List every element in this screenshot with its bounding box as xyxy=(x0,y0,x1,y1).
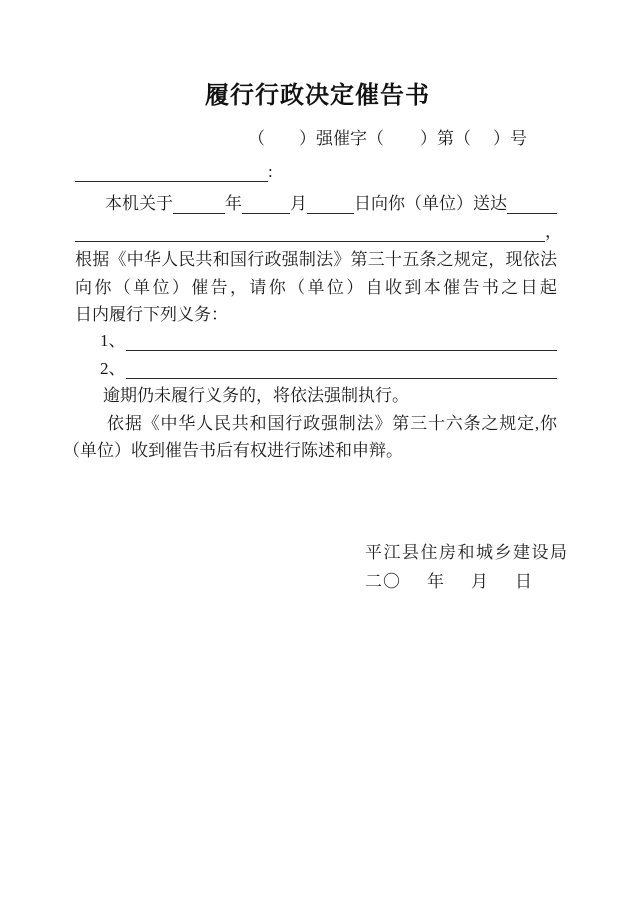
signature-date-line xyxy=(365,572,533,592)
item-1-number: 1、 xyxy=(100,331,126,350)
comma-after-blank: ， xyxy=(545,222,562,241)
document-name-blank-continuation xyxy=(75,241,545,242)
reference-segment-3: ）号 xyxy=(493,129,527,148)
legal-basis-line-1: 根据《中华人民共和国行政强制法》第三十五条之规定，现依法 xyxy=(75,250,557,269)
legal-basis-line-3: 日内履行下列义务： xyxy=(75,305,228,324)
date-year-label: 年 xyxy=(427,572,445,591)
date-month-label: 月 xyxy=(471,572,489,591)
month-label: 月 xyxy=(290,194,307,213)
reference-number-line xyxy=(248,129,527,149)
overdue-warning-line: 逾期仍未履行义务的，将依法强制执行。 xyxy=(103,386,409,405)
item-2-blank xyxy=(126,378,558,379)
month-blank xyxy=(242,213,290,214)
delivery-send-text: 日向你（单位）送达 xyxy=(354,194,507,213)
delivery-line-1 xyxy=(75,194,557,214)
reference-paren-open: （ xyxy=(248,129,265,148)
date-year-prefix: 二〇 xyxy=(365,572,401,591)
day-blank xyxy=(307,213,354,214)
delivery-line-2 xyxy=(75,222,562,242)
year-blank xyxy=(173,213,225,214)
item-1-blank xyxy=(126,350,558,351)
document-name-blank-start xyxy=(507,213,557,214)
document-title: 履行行政决定催告书 xyxy=(205,82,430,109)
obligation-item-2 xyxy=(75,359,557,379)
reference-segment-1: ）强催字（ xyxy=(299,129,384,148)
obligation-item-1 xyxy=(75,331,557,351)
addressee-blank xyxy=(75,181,268,182)
date-day-label: 日 xyxy=(515,572,533,591)
item-2-number: 2、 xyxy=(100,359,126,378)
rights-statement-line-2: （单位）收到催告书后有权进行陈述和申辩。 xyxy=(63,441,403,460)
delivery-lead-text: 本机关于 xyxy=(105,194,173,213)
addressee-colon: : xyxy=(268,162,273,181)
year-label: 年 xyxy=(225,194,242,213)
legal-basis-line-2: 向你（单位）催告，请你（单位）自收到本催告书之日起 xyxy=(75,278,557,297)
reference-segment-2: ）第（ xyxy=(420,129,471,148)
addressee-line xyxy=(75,162,557,182)
rights-statement-line-1: 依据《中华人民共和国行政强制法》第三十六条之规定,你 xyxy=(107,414,557,433)
agency-signature: 平江县住房和城乡建设局 xyxy=(365,543,569,562)
